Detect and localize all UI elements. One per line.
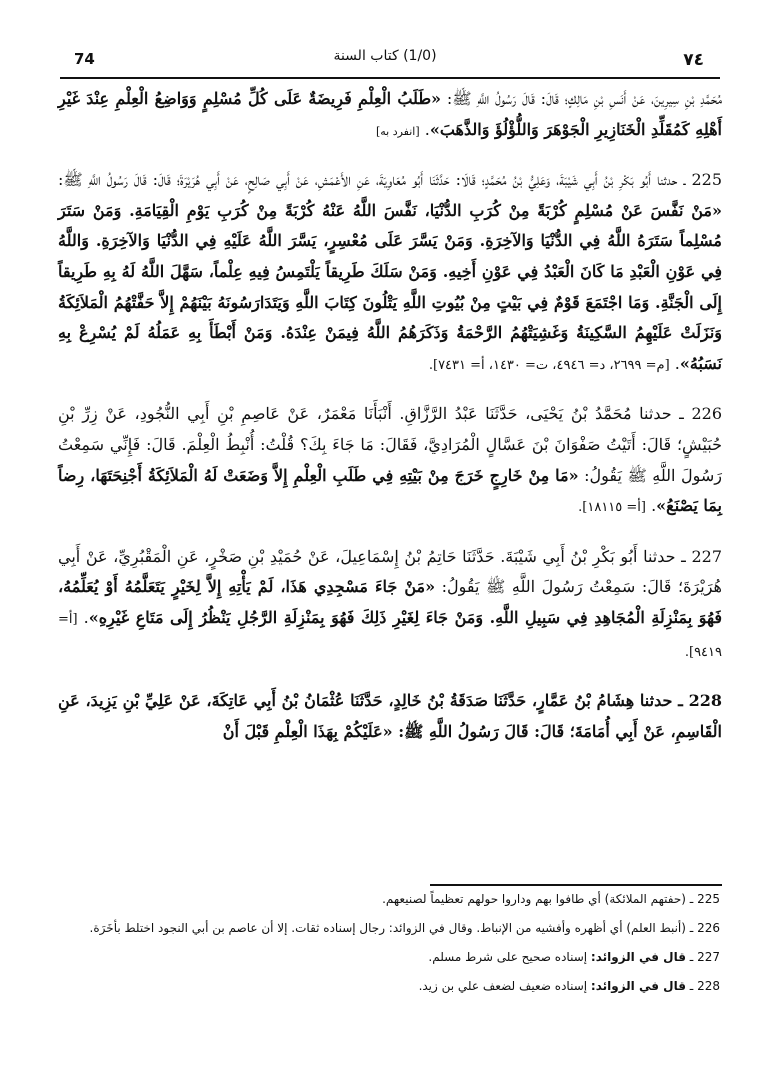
paragraph-text: 225 ـ حدثنا أَبُو بَكْرِ بْنُ أَبِي شَيْبَةَ، وَعَلِيُّ بْنُ مُحَمَّدٍ؛ قَالَا: حَدَّثَنَا أَبُو مُعَاوِيَةَ، عَنِ الأَعْمَشِ، عَنْ أَبِي صَالِحٍ، عَنْ أَبِي هُرَيْرَةَ؛ قَالَ: قَالَ رَسُولُ اللَّهِ ﷺ:: [58, 170, 723, 190]
footnote-text: (أنبط العلم) أي أظهره وأفشيه من الإنباط. وقال في الزوائد: رجال إسناده ثقات. إلا أن عاصم بن أبي النجود اختلط بأخَرَة.: [89, 921, 686, 935]
paragraph-tail: .: [77, 607, 89, 627]
paragraph-tail: .: [646, 496, 657, 516]
cross-reference: [م= ٢٦٩٩، د= ٤٩٤٦، ت= ١٤٣٠، أ= ٧٤٣١].: [428, 357, 670, 373]
hadith-226: [58, 399, 722, 523]
hadith-228: [58, 686, 722, 749]
hadith-text: «مَنْ جَاءَ مَسْجِدِي هَذَا، لَمْ يَأْتِهِ إِلاَّ لِخَيْرٍ يَتَعَلَّمُهُ أَوْ يُعَلِّمُهُ، فَهُوَ بِمَنْزِلَةِ الْمُجَاهِدِ فِي سَبِيلِ اللَّهِ. وَمَنْ جَاءَ لِغَيْرِ ذَلِكَ فَهُوَ بِمَنْزِلَةِ الرَّجُلِ يَنْظُرُ إِلَى مَتَاعِ غَيْرِهِ»: [58, 577, 723, 627]
paragraph-text: مُحَمَّدِ بْنِ سِيرِينَ، عَنْ أَنَسِ بْنِ مَالِكٍ؛ قَالَ: قَالَ رَسُولُ اللَّهِ ﷺ:: [441, 89, 722, 108]
hadith-text: 228 ـ حدثنا هِشَامُ بْنُ عَمَّارٍ، حَدَّثَنَا صَدَقَةُ بْنُ خَالِدٍ، حَدَّثَنَا عُثْمَانُ بْنُ أَبِي عَاتِكَةَ، عَنْ عَلِيِّ بْنِ يَزِيدَ، عَنِ الْقَاسِمِ، عَنْ أَبِي أُمَامَةَ؛ قَالَ: قَالَ رَسُولُ اللَّهِ ﷺ: «عَلَيْكُمْ بِهَذَا الْعِلْمِ قَبْلَ أَنْ: [58, 691, 722, 741]
hadith-text: «طَلَبُ الْعِلْمِ فَرِيضَةٌ عَلَى كُلِّ مُسْلِمٍ وَوَاضِعُ الْعِلْمِ عِنْدَ غَيْرِ أَهْلِهِ كَمُقَلِّدِ الْخَنَازِيرِ الْجَوْهَرَ وَاللُّؤْلُؤَ وَالذَّهَبَ»: [58, 89, 722, 139]
footnote-number: 226 ـ: [685, 921, 720, 935]
footnote-lead: قال في الزوائد:: [590, 979, 686, 993]
footnote-text: إسناده ضعيف لضعف علي بن زيد.: [418, 979, 591, 993]
footnote-number: 227 ـ: [685, 950, 720, 964]
footnote-text: إسناده صحيح على شرط مسلم.: [428, 950, 591, 964]
footnote-rule: [430, 884, 722, 886]
footnote-225: [60, 889, 720, 910]
page-number-arabic: ٧٤: [683, 50, 704, 70]
page-number-latin: 74: [74, 50, 95, 68]
footnote-number: 225 ـ: [685, 892, 720, 906]
cross-reference: [أ= ٩٤١٩].: [58, 611, 722, 660]
footnote-lead: قال في الزوائد:: [590, 950, 686, 964]
page-header: [60, 44, 710, 74]
footnote-226: [60, 918, 720, 939]
paragraph-tail: .: [669, 353, 680, 373]
paragraph-continuation: [58, 84, 722, 147]
hadith-227: [58, 542, 722, 668]
footnote-text: (حفتهم الملائكة) أي طافوا بهم وداروا حولهم تعظيماً لصنيعهم.: [382, 892, 686, 906]
header-rule: [60, 77, 720, 79]
paragraph-text: 227 ـ حدثنا أَبُو بَكْرِ بْنُ أَبِي شَيْبَةَ. حَدَّثَنَا حَاتِمُ بْنُ إِسْمَاعِيلَ، عَنْ حُمَيْدِ بْنِ صَخْرٍ، عَنِ الْمَقْبُرِيِّ، عَنْ أَبِي هُرَيْرَةَ؛ قَالَ: سَمِعْتُ رَسُولَ اللَّهِ ﷺ يَقُولُ:: [58, 546, 722, 597]
hadith-225: [58, 165, 722, 381]
hadith-text: «مَنْ نَفَّسَ عَنْ مُسْلِمٍ كُرْبَةً مِنْ كُرَبِ الدُّنْيَا، نَفَّسَ اللَّهُ عَنْهُ كُرْبَةً مِنْ كُرَبِ يَوْمِ الْقِيَامَةِ. وَمَنْ سَتَرَ مُسْلِماً سَتَرَهُ اللَّهُ فِي الدُّنْيَا وَالآخِرَةِ. وَمَنْ يَسَّرَ عَلَى مُعْسِرٍ، يَسَّرَ اللَّهُ عَلَيْهِ فِي الدُّنْيَا وَالآخِرَةِ. وَاللَّهُ فِي عَوْنِ الْعَبْدِ مَا كَانَ الْعَبْدُ فِي عَوْنِ أَخِيهِ. وَمَنْ سَلَكَ طَرِيقاً يَلْتَمِسُ فِيهِ عِلْماً، سَهَّلَ اللَّهُ لَهُ بِهِ طَرِيقاً إِلَى الْجَنَّةِ. وَمَا اجْتَمَعَ قَوْمٌ فِي بَيْتٍ مِنْ بُيُوتِ اللَّهِ يَتْلُونَ كِتَابَ اللَّهِ وَيَتَدَارَسُونَهُ بَيْنَهُمْ إِلاَّ حَفَّتْهُمُ الْمَلاَئِكَةُ وَنَزَلَتْ عَلَيْهِمُ السَّكِينَةُ وَغَشِيَتْهُمُ الرَّحْمَةُ وَذَكَرَهُمُ اللَّهُ فِيمَنْ عِنْدَهُ. وَمَنْ أَبْطَأَ بِهِ عَمَلُهُ لَمْ يُسْرِعْ بِهِ نَسَبُهُ»: [58, 200, 723, 373]
footnote-227: [60, 947, 720, 968]
footnote-number: 228 ـ: [685, 979, 720, 993]
main-text: [58, 84, 722, 767]
running-title: (1/0) كتاب السنة: [333, 48, 437, 64]
footnote-228: [60, 976, 720, 997]
cross-reference: [أ= ١٨١١٥].: [578, 500, 646, 516]
paragraph-tail: .: [419, 119, 430, 139]
source-note: [انفرد به]: [375, 124, 420, 138]
paragraph-text: 226 ـ حدثنا مُحَمَّدُ بْنُ يَحْيَى، حَدَّثَنَا عَبْدُ الرَّزَّاقِ. أَنْبَأَنَا مَعْمَرٌ، عَنْ عَاصِمِ بْنِ أَبِي النُّجُودِ، عَنْ زِرِّ بْنِ حُبَيْشٍ؛ قَالَ: أَتَيْتُ صَفْوَانَ بْنَ عَسَّالٍ الْمُرَادِيَّ، فَقَالَ: مَا جَاءَ بِكَ؟ قُلْتُ: أُنْبِطُ الْعِلْمَ. قَالَ: فَإِنِّي سَمِعْتُ رَسُولَ اللَّهِ ﷺ يَقُولُ:: [58, 404, 723, 485]
hadith-text: «مَا مِنْ خَارِجٍ خَرَجَ مِنْ بَيْتِهِ فِي طَلَبِ الْعِلْمِ إِلاَّ وَضَعَتْ لَهُ الْمَلاَئِكَةُ أَجْنِحَتَهَا، رِضاً بِمَا يَصْنَعُ»: [58, 465, 722, 516]
footnotes: [60, 889, 720, 1005]
